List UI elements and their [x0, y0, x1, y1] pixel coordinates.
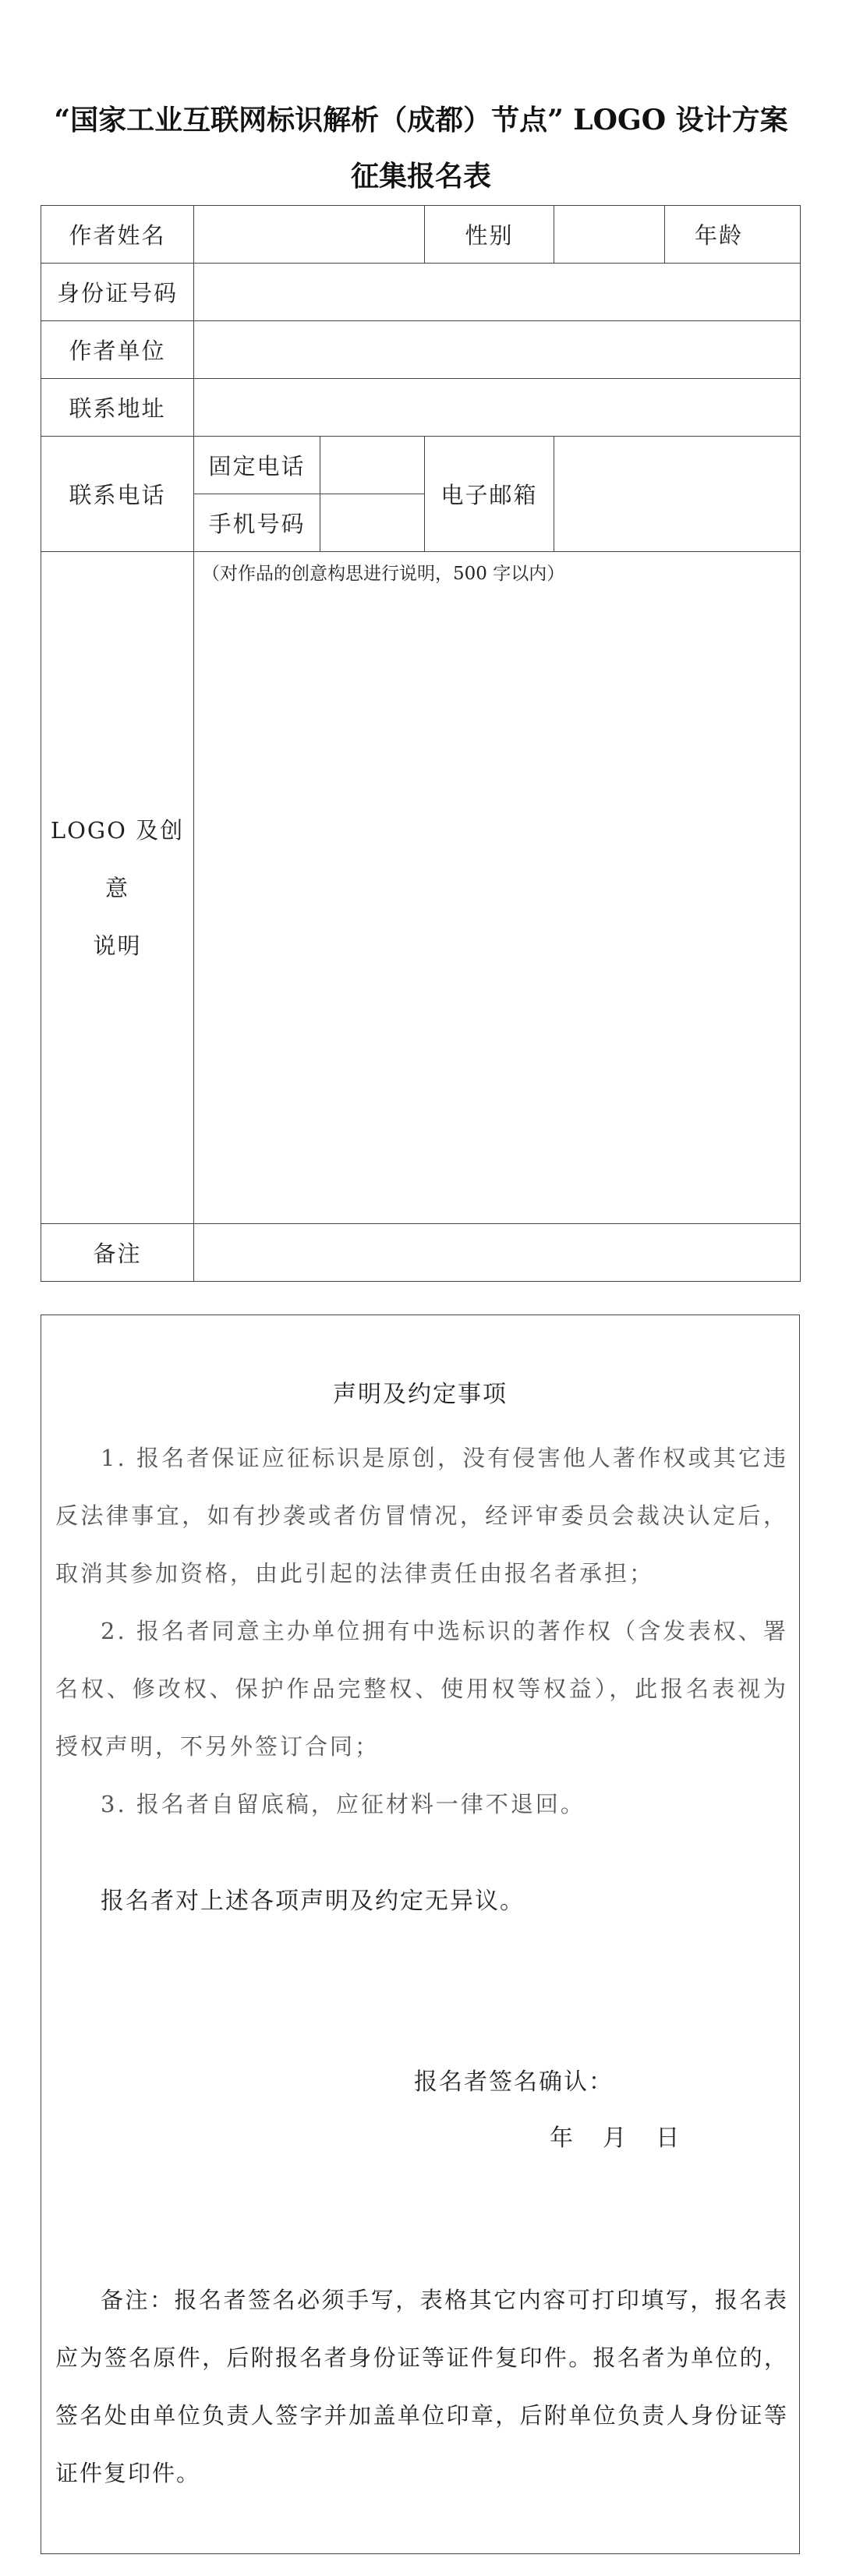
- id-number-label: 身份证号码: [41, 264, 194, 321]
- registration-form-table: [41, 205, 801, 1282]
- id-number-field[interactable]: [194, 264, 801, 321]
- page-title-line1: “国家工业互联网标识解析（成都）节点” LOGO 设计方案: [54, 104, 788, 136]
- landline-field[interactable]: [320, 437, 425, 494]
- gender-label: 性别: [425, 206, 554, 264]
- landline-label: 固定电话: [194, 437, 320, 494]
- mobile-field[interactable]: [320, 494, 425, 552]
- declaration-title: 声明及约定事项: [333, 1381, 508, 1408]
- declaration-item-3: 3. 报名者自留底稿，应征材料一律不退回。: [101, 1791, 586, 1817]
- page-title-line2: 征集报名表: [350, 160, 491, 193]
- phone-label: 联系电话: [41, 437, 194, 552]
- gender-field[interactable]: [554, 206, 665, 264]
- address-field[interactable]: [194, 379, 801, 437]
- author-name-label: 作者姓名: [41, 206, 194, 264]
- logo-description-hint: （对作品的创意构思进行说明，500 字以内）: [202, 564, 565, 584]
- declaration-item-2: 2. 报名者同意主办单位拥有中选标识的著作权（含发表权、署名权、修改权、保护作品完整权、使用权等权益），此报名表视为授权声明，不另外签订合同；: [55, 1618, 788, 1760]
- logo-label-line2: 说明: [93, 932, 142, 959]
- declaration-items: [55, 1429, 788, 1833]
- remarks-label: 备注: [41, 1224, 194, 1282]
- declaration-item-1: 1. 报名者保证应征标识是原创，没有侵害他人著作权或其它违反法律事宜，如有抄袭或者仿冒情况，经评审委员会裁决认定后，取消其参加资格，由此引起的法律责任由报名者承担；: [55, 1445, 788, 1587]
- logo-description-label: [41, 552, 194, 1224]
- mobile-label: 手机号码: [194, 494, 320, 552]
- age-label: 年龄: [665, 206, 801, 264]
- email-label: 电子邮箱: [425, 437, 554, 552]
- author-name-field[interactable]: [194, 206, 425, 264]
- agreement-statement: 报名者对上述各项声明及约定无异议。: [101, 1888, 525, 1915]
- remarks-field[interactable]: [194, 1224, 801, 1282]
- author-unit-label: 作者单位: [41, 321, 194, 379]
- author-unit-field[interactable]: [194, 321, 801, 379]
- signature-label: 报名者签名确认：: [414, 2068, 614, 2096]
- email-field[interactable]: [554, 437, 801, 552]
- logo-label-line1: LOGO 及创意: [50, 816, 185, 901]
- address-label: 联系地址: [41, 379, 194, 437]
- logo-description-field[interactable]: [194, 552, 801, 1224]
- signature-note: 备注：报名者签名必须手写，表格其它内容可打印填写，报名表应为签名原件，后附报名者身份证等证件复印件。报名者为单位的，签名处由单位负责人签字并加盖单位印章，后附单位负责人身份证等证件复印件。: [55, 2287, 788, 2486]
- declaration-box: [41, 1315, 800, 2554]
- date-label: 年 月 日: [550, 2125, 680, 2152]
